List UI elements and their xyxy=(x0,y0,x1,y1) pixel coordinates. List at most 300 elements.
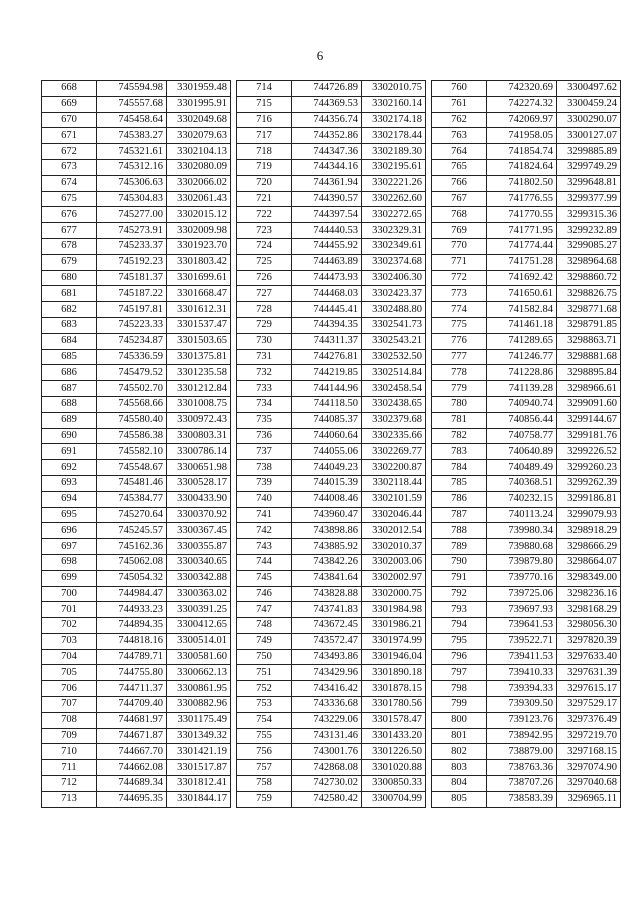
table-row xyxy=(432,96,621,112)
x-coordinate-cell: 744933.23 xyxy=(97,602,167,618)
table-row xyxy=(237,602,426,618)
x-coordinate-cell: 741289.65 xyxy=(487,333,557,349)
y-coordinate-cell: 3297168.15 xyxy=(557,744,621,760)
table-row xyxy=(42,349,231,365)
x-coordinate-cell: 743672.45 xyxy=(292,618,362,634)
x-coordinate-cell: 744695.35 xyxy=(97,791,167,807)
x-coordinate-cell: 739980.34 xyxy=(487,523,557,539)
table-row xyxy=(237,649,426,665)
y-coordinate-cell: 3302221.26 xyxy=(362,175,426,191)
y-coordinate-cell: 3301235.58 xyxy=(167,365,231,381)
table-row xyxy=(42,554,231,570)
point-number-cell: 775 xyxy=(432,317,487,333)
point-number-cell: 681 xyxy=(42,286,97,302)
y-coordinate-cell: 3300528.17 xyxy=(167,475,231,491)
x-coordinate-cell: 744755.80 xyxy=(97,665,167,681)
y-coordinate-cell: 3297631.39 xyxy=(557,665,621,681)
x-coordinate-cell: 744311.37 xyxy=(292,333,362,349)
x-coordinate-cell: 744055.06 xyxy=(292,444,362,460)
point-number-cell: 773 xyxy=(432,286,487,302)
point-number-cell: 705 xyxy=(42,665,97,681)
table-row xyxy=(432,491,621,507)
x-coordinate-cell: 738583.39 xyxy=(487,791,557,807)
point-number-cell: 774 xyxy=(432,302,487,318)
x-coordinate-cell: 744049.23 xyxy=(292,460,362,476)
y-coordinate-cell: 3299749.29 xyxy=(557,159,621,175)
y-coordinate-cell: 3302272.65 xyxy=(362,207,426,223)
x-coordinate-cell: 744144.96 xyxy=(292,381,362,397)
point-number-cell: 733 xyxy=(237,381,292,397)
x-coordinate-cell: 744060.64 xyxy=(292,428,362,444)
table-row xyxy=(42,144,231,160)
x-coordinate-cell: 740856.44 xyxy=(487,412,557,428)
point-number-cell: 721 xyxy=(237,191,292,207)
x-coordinate-cell: 743898.86 xyxy=(292,523,362,539)
y-coordinate-cell: 3301020.88 xyxy=(362,760,426,776)
table-row xyxy=(237,539,426,555)
coordinates-table-1 xyxy=(41,80,231,808)
y-coordinate-cell: 3301890.18 xyxy=(362,665,426,681)
x-coordinate-cell: 744671.87 xyxy=(97,728,167,744)
table-row xyxy=(42,112,231,128)
point-number-cell: 687 xyxy=(42,381,97,397)
table-row xyxy=(432,697,621,713)
x-coordinate-cell: 739697.93 xyxy=(487,602,557,618)
point-number-cell: 710 xyxy=(42,744,97,760)
x-coordinate-cell: 744463.89 xyxy=(292,254,362,270)
table-row xyxy=(42,776,231,792)
x-coordinate-cell: 745568.66 xyxy=(97,396,167,412)
x-coordinate-cell: 745197.81 xyxy=(97,302,167,318)
table-row xyxy=(432,523,621,539)
x-coordinate-cell: 742730.02 xyxy=(292,776,362,792)
y-coordinate-cell: 3298664.07 xyxy=(557,554,621,570)
x-coordinate-cell: 745270.64 xyxy=(97,507,167,523)
y-coordinate-cell: 3299232.89 xyxy=(557,223,621,239)
y-coordinate-cell: 3300704.99 xyxy=(362,791,426,807)
point-number-cell: 694 xyxy=(42,491,97,507)
x-coordinate-cell: 745277.00 xyxy=(97,207,167,223)
x-coordinate-cell: 743493.86 xyxy=(292,649,362,665)
x-coordinate-cell: 745273.91 xyxy=(97,223,167,239)
point-number-cell: 788 xyxy=(432,523,487,539)
x-coordinate-cell: 741802.50 xyxy=(487,175,557,191)
y-coordinate-cell: 3298771.68 xyxy=(557,302,621,318)
y-coordinate-cell: 3302000.75 xyxy=(362,586,426,602)
y-coordinate-cell: 3298791.85 xyxy=(557,317,621,333)
x-coordinate-cell: 745304.83 xyxy=(97,191,167,207)
table-row xyxy=(42,428,231,444)
y-coordinate-cell: 3302374.68 xyxy=(362,254,426,270)
y-coordinate-cell: 3299315.36 xyxy=(557,207,621,223)
table-row xyxy=(432,302,621,318)
y-coordinate-cell: 3302012.54 xyxy=(362,523,426,539)
point-number-cell: 746 xyxy=(237,586,292,602)
point-number-cell: 680 xyxy=(42,270,97,286)
y-coordinate-cell: 3300581.60 xyxy=(167,649,231,665)
point-number-cell: 760 xyxy=(432,81,487,97)
x-coordinate-cell: 744356.74 xyxy=(292,112,362,128)
y-coordinate-cell: 3302488.80 xyxy=(362,302,426,318)
table-row xyxy=(42,602,231,618)
x-coordinate-cell: 743842.26 xyxy=(292,554,362,570)
point-number-cell: 762 xyxy=(432,112,487,128)
table-row xyxy=(237,460,426,476)
table-row xyxy=(432,681,621,697)
x-coordinate-cell: 741582.84 xyxy=(487,302,557,318)
point-number-cell: 686 xyxy=(42,365,97,381)
point-number-cell: 700 xyxy=(42,586,97,602)
x-coordinate-cell: 739725.06 xyxy=(487,586,557,602)
y-coordinate-cell: 3302335.66 xyxy=(362,428,426,444)
point-number-cell: 675 xyxy=(42,191,97,207)
y-coordinate-cell: 3300662.13 xyxy=(167,665,231,681)
table-row xyxy=(432,570,621,586)
point-number-cell: 709 xyxy=(42,728,97,744)
x-coordinate-cell: 742580.42 xyxy=(292,791,362,807)
table-row xyxy=(42,412,231,428)
table-row xyxy=(42,728,231,744)
y-coordinate-cell: 3302066.02 xyxy=(167,175,231,191)
y-coordinate-cell: 3298863.71 xyxy=(557,333,621,349)
y-coordinate-cell: 3302195.61 xyxy=(362,159,426,175)
x-coordinate-cell: 744440.53 xyxy=(292,223,362,239)
table-row xyxy=(237,81,426,97)
y-coordinate-cell: 3301974.99 xyxy=(362,633,426,649)
point-number-cell: 756 xyxy=(237,744,292,760)
table-row xyxy=(237,633,426,649)
x-coordinate-cell: 745054.32 xyxy=(97,570,167,586)
y-coordinate-cell: 3302514.84 xyxy=(362,365,426,381)
point-number-cell: 803 xyxy=(432,760,487,776)
x-coordinate-cell: 743131.46 xyxy=(292,728,362,744)
y-coordinate-cell: 3298168.29 xyxy=(557,602,621,618)
y-coordinate-cell: 3302080.09 xyxy=(167,159,231,175)
point-number-cell: 785 xyxy=(432,475,487,491)
x-coordinate-cell: 745479.52 xyxy=(97,365,167,381)
y-coordinate-cell: 3300850.33 xyxy=(362,776,426,792)
x-coordinate-cell: 740640.89 xyxy=(487,444,557,460)
x-coordinate-cell: 741139.28 xyxy=(487,381,557,397)
table-row xyxy=(432,223,621,239)
table-row xyxy=(237,175,426,191)
point-number-cell: 796 xyxy=(432,649,487,665)
y-coordinate-cell: 3300786.14 xyxy=(167,444,231,460)
point-number-cell: 801 xyxy=(432,728,487,744)
point-number-cell: 689 xyxy=(42,412,97,428)
y-coordinate-cell: 3302104.13 xyxy=(167,144,231,160)
point-number-cell: 748 xyxy=(237,618,292,634)
x-coordinate-cell: 744709.40 xyxy=(97,697,167,713)
table-row xyxy=(432,381,621,397)
table-row xyxy=(42,475,231,491)
y-coordinate-cell: 3299186.81 xyxy=(557,491,621,507)
x-coordinate-cell: 743429.96 xyxy=(292,665,362,681)
point-number-cell: 750 xyxy=(237,649,292,665)
x-coordinate-cell: 744397.54 xyxy=(292,207,362,223)
table-row xyxy=(432,618,621,634)
table-row xyxy=(237,744,426,760)
table-row xyxy=(432,428,621,444)
x-coordinate-cell: 744662.08 xyxy=(97,760,167,776)
point-number-cell: 740 xyxy=(237,491,292,507)
x-coordinate-cell: 744361.94 xyxy=(292,175,362,191)
x-coordinate-cell: 741228.86 xyxy=(487,365,557,381)
x-coordinate-cell: 739394.33 xyxy=(487,681,557,697)
point-number-cell: 685 xyxy=(42,349,97,365)
point-number-cell: 802 xyxy=(432,744,487,760)
x-coordinate-cell: 745245.57 xyxy=(97,523,167,539)
y-coordinate-cell: 3301503.65 xyxy=(167,333,231,349)
table-row xyxy=(432,728,621,744)
x-coordinate-cell: 744347.36 xyxy=(292,144,362,160)
table-row xyxy=(42,665,231,681)
y-coordinate-cell: 3302061.43 xyxy=(167,191,231,207)
y-coordinate-cell: 3301995.91 xyxy=(167,96,231,112)
table-row xyxy=(42,697,231,713)
y-coordinate-cell: 3302101.59 xyxy=(362,491,426,507)
y-coordinate-cell: 3302010.75 xyxy=(362,81,426,97)
point-number-cell: 787 xyxy=(432,507,487,523)
point-number-cell: 697 xyxy=(42,539,97,555)
y-coordinate-cell: 3302349.61 xyxy=(362,238,426,254)
table-row xyxy=(237,570,426,586)
y-coordinate-cell: 3302003.06 xyxy=(362,554,426,570)
table-row xyxy=(237,428,426,444)
point-number-cell: 749 xyxy=(237,633,292,649)
point-number-cell: 753 xyxy=(237,697,292,713)
point-number-cell: 701 xyxy=(42,602,97,618)
y-coordinate-cell: 3301226.50 xyxy=(362,744,426,760)
point-number-cell: 770 xyxy=(432,238,487,254)
x-coordinate-cell: 741958.05 xyxy=(487,128,557,144)
x-coordinate-cell: 740113.24 xyxy=(487,507,557,523)
point-number-cell: 674 xyxy=(42,175,97,191)
table-row xyxy=(237,333,426,349)
y-coordinate-cell: 3301517.87 xyxy=(167,760,231,776)
table-row xyxy=(432,144,621,160)
table-row xyxy=(432,286,621,302)
point-number-cell: 738 xyxy=(237,460,292,476)
table-row xyxy=(237,381,426,397)
point-number-cell: 718 xyxy=(237,144,292,160)
table-row xyxy=(42,791,231,807)
y-coordinate-cell: 3302438.65 xyxy=(362,396,426,412)
y-coordinate-cell: 3299260.23 xyxy=(557,460,621,476)
x-coordinate-cell: 744689.34 xyxy=(97,776,167,792)
y-coordinate-cell: 3302406.30 xyxy=(362,270,426,286)
point-number-cell: 779 xyxy=(432,381,487,397)
x-coordinate-cell: 743885.92 xyxy=(292,539,362,555)
table-row xyxy=(237,112,426,128)
y-coordinate-cell: 3300290.07 xyxy=(557,112,621,128)
x-coordinate-cell: 744276.81 xyxy=(292,349,362,365)
point-number-cell: 804 xyxy=(432,776,487,792)
x-coordinate-cell: 745306.63 xyxy=(97,175,167,191)
y-coordinate-cell: 3302174.18 xyxy=(362,112,426,128)
table-row xyxy=(432,760,621,776)
point-number-cell: 783 xyxy=(432,444,487,460)
table-row xyxy=(237,317,426,333)
table-row xyxy=(237,286,426,302)
table-row xyxy=(42,238,231,254)
point-number-cell: 790 xyxy=(432,554,487,570)
y-coordinate-cell: 3301844.17 xyxy=(167,791,231,807)
y-coordinate-cell: 3301699.61 xyxy=(167,270,231,286)
x-coordinate-cell: 739123.76 xyxy=(487,712,557,728)
point-number-cell: 737 xyxy=(237,444,292,460)
y-coordinate-cell: 3302160.14 xyxy=(362,96,426,112)
y-coordinate-cell: 3302379.68 xyxy=(362,412,426,428)
y-coordinate-cell: 3297820.39 xyxy=(557,633,621,649)
point-number-cell: 744 xyxy=(237,554,292,570)
x-coordinate-cell: 744118.50 xyxy=(292,396,362,412)
table-row xyxy=(432,444,621,460)
table-row xyxy=(432,665,621,681)
y-coordinate-cell: 3302423.37 xyxy=(362,286,426,302)
y-coordinate-cell: 3300803.31 xyxy=(167,428,231,444)
table-row xyxy=(42,649,231,665)
x-coordinate-cell: 739522.71 xyxy=(487,633,557,649)
x-coordinate-cell: 745162.36 xyxy=(97,539,167,555)
point-number-cell: 672 xyxy=(42,144,97,160)
x-coordinate-cell: 745312.16 xyxy=(97,159,167,175)
table-row xyxy=(432,81,621,97)
table-row xyxy=(237,238,426,254)
y-coordinate-cell: 3298349.00 xyxy=(557,570,621,586)
point-number-cell: 727 xyxy=(237,286,292,302)
x-coordinate-cell: 741824.64 xyxy=(487,159,557,175)
point-number-cell: 791 xyxy=(432,570,487,586)
x-coordinate-cell: 744726.89 xyxy=(292,81,362,97)
x-coordinate-cell: 743741.83 xyxy=(292,602,362,618)
point-number-cell: 781 xyxy=(432,412,487,428)
table-row xyxy=(42,365,231,381)
x-coordinate-cell: 745502.70 xyxy=(97,381,167,397)
point-number-cell: 725 xyxy=(237,254,292,270)
point-number-cell: 752 xyxy=(237,681,292,697)
table-row xyxy=(42,317,231,333)
y-coordinate-cell: 3301986.21 xyxy=(362,618,426,634)
table-row xyxy=(237,223,426,239)
point-number-cell: 695 xyxy=(42,507,97,523)
x-coordinate-cell: 743336.68 xyxy=(292,697,362,713)
x-coordinate-cell: 745192.23 xyxy=(97,254,167,270)
point-number-cell: 768 xyxy=(432,207,487,223)
x-coordinate-cell: 741776.55 xyxy=(487,191,557,207)
page-number: 6 xyxy=(316,48,324,63)
point-number-cell: 724 xyxy=(237,238,292,254)
y-coordinate-cell: 3302532.50 xyxy=(362,349,426,365)
y-coordinate-cell: 3302269.77 xyxy=(362,444,426,460)
y-coordinate-cell: 3301375.81 xyxy=(167,349,231,365)
point-number-cell: 693 xyxy=(42,475,97,491)
y-coordinate-cell: 3301668.47 xyxy=(167,286,231,302)
y-coordinate-cell: 3302189.30 xyxy=(362,144,426,160)
y-coordinate-cell: 3302178.44 xyxy=(362,128,426,144)
table-row xyxy=(237,159,426,175)
point-number-cell: 731 xyxy=(237,349,292,365)
point-number-cell: 761 xyxy=(432,96,487,112)
x-coordinate-cell: 741650.61 xyxy=(487,286,557,302)
table-row xyxy=(432,333,621,349)
x-coordinate-cell: 743828.88 xyxy=(292,586,362,602)
point-number-cell: 726 xyxy=(237,270,292,286)
y-coordinate-cell: 3301780.56 xyxy=(362,697,426,713)
y-coordinate-cell: 3298666.29 xyxy=(557,539,621,555)
x-coordinate-cell: 739770.16 xyxy=(487,570,557,586)
point-number-cell: 722 xyxy=(237,207,292,223)
coordinates-table-3 xyxy=(431,80,621,808)
y-coordinate-cell: 3298964.68 xyxy=(557,254,621,270)
y-coordinate-cell: 3302015.12 xyxy=(167,207,231,223)
point-number-cell: 712 xyxy=(42,776,97,792)
x-coordinate-cell: 745384.77 xyxy=(97,491,167,507)
y-coordinate-cell: 3300459.24 xyxy=(557,96,621,112)
y-coordinate-cell: 3302049.68 xyxy=(167,112,231,128)
y-coordinate-cell: 3299091.60 xyxy=(557,396,621,412)
y-coordinate-cell: 3301612.31 xyxy=(167,302,231,318)
y-coordinate-cell: 3301175.49 xyxy=(167,712,231,728)
table-row xyxy=(432,776,621,792)
point-number-cell: 699 xyxy=(42,570,97,586)
x-coordinate-cell: 744667.70 xyxy=(97,744,167,760)
point-number-cell: 682 xyxy=(42,302,97,318)
x-coordinate-cell: 740368.51 xyxy=(487,475,557,491)
x-coordinate-cell: 741771.95 xyxy=(487,223,557,239)
table-row xyxy=(237,96,426,112)
point-number-cell: 707 xyxy=(42,697,97,713)
y-coordinate-cell: 3299085.27 xyxy=(557,238,621,254)
x-coordinate-cell: 744390.57 xyxy=(292,191,362,207)
x-coordinate-cell: 744473.93 xyxy=(292,270,362,286)
x-coordinate-cell: 744445.41 xyxy=(292,302,362,318)
y-coordinate-cell: 3302009.98 xyxy=(167,223,231,239)
x-coordinate-cell: 744394.35 xyxy=(292,317,362,333)
x-coordinate-cell: 738942.95 xyxy=(487,728,557,744)
table-row xyxy=(237,144,426,160)
y-coordinate-cell: 3302118.44 xyxy=(362,475,426,491)
y-coordinate-cell: 3301212.84 xyxy=(167,381,231,397)
table-row xyxy=(432,633,621,649)
y-coordinate-cell: 3300370.92 xyxy=(167,507,231,523)
table-row xyxy=(432,159,621,175)
point-number-cell: 668 xyxy=(42,81,97,97)
x-coordinate-cell: 745383.27 xyxy=(97,128,167,144)
table-row xyxy=(432,349,621,365)
point-number-cell: 754 xyxy=(237,712,292,728)
point-number-cell: 789 xyxy=(432,539,487,555)
point-number-cell: 793 xyxy=(432,602,487,618)
point-number-cell: 736 xyxy=(237,428,292,444)
table-row xyxy=(237,270,426,286)
table-row xyxy=(42,223,231,239)
point-number-cell: 771 xyxy=(432,254,487,270)
x-coordinate-cell: 743572.47 xyxy=(292,633,362,649)
y-coordinate-cell: 3298966.61 xyxy=(557,381,621,397)
point-number-cell: 704 xyxy=(42,649,97,665)
y-coordinate-cell: 3299079.93 xyxy=(557,507,621,523)
table-row xyxy=(432,396,621,412)
point-number-cell: 764 xyxy=(432,144,487,160)
table-row xyxy=(432,649,621,665)
x-coordinate-cell: 739309.50 xyxy=(487,697,557,713)
table-row xyxy=(432,112,621,128)
y-coordinate-cell: 3302200.87 xyxy=(362,460,426,476)
point-number-cell: 677 xyxy=(42,223,97,239)
x-coordinate-cell: 743960.47 xyxy=(292,507,362,523)
table-row xyxy=(42,254,231,270)
